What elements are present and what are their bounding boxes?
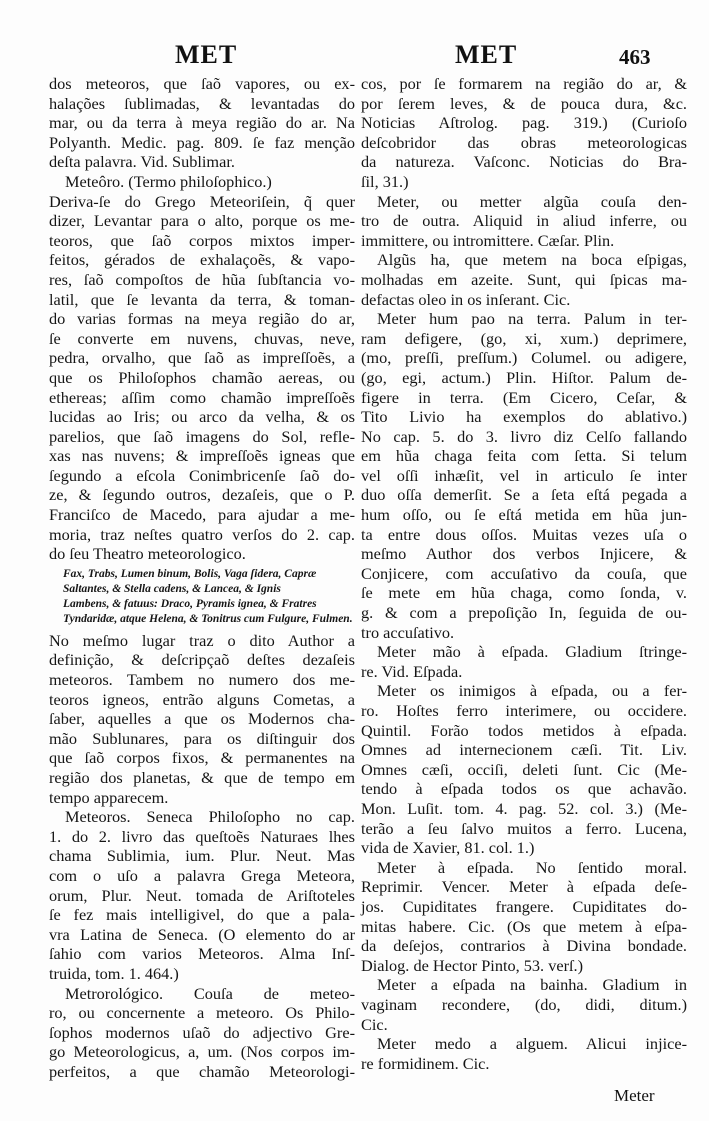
catchword: Meter <box>614 1086 655 1105</box>
text-line: pedra, orvalho, que ſaõ as impreſſoẽs, a <box>49 348 355 368</box>
page-number: 463 <box>619 45 651 69</box>
text-line: ſegundo a eſcola Conimbricenſe ſaõ do- <box>49 465 355 485</box>
text-line: ſophos modernos uſaõ do adjectivo Gre- <box>49 1022 355 1042</box>
text-line: ſaber, aquelles a que os Modernos cha- <box>49 709 355 729</box>
text-line: (go, egi, actum.) Plin. Hiſtor. Palum de- <box>361 367 687 387</box>
text-line: Meter os inimigos à eſpada, ou a fer- <box>377 681 687 701</box>
text-line: com o uſo a palavra Grega Meteora, <box>49 865 355 885</box>
text-line: ſil, 31.) <box>361 171 409 191</box>
text-line: Franciſco de Macedo, para ajudar a me- <box>49 505 355 525</box>
text-line: g. & com a prepoſição In, ſeguida de ou- <box>361 603 687 623</box>
text-line: jos. Cupiditates frangere. Cupiditates do- <box>361 896 687 916</box>
verse-line: Lambens, & fatuus: Draco, Pyramis ignea, & Fratres <box>63 597 317 610</box>
verse-line: Fax, Trabs, Lumen binum, Bolis, Vaga ſidera, Capræ <box>63 567 317 580</box>
text-line: da natureza. Vaſconc. Noticias do Bra- <box>361 152 687 172</box>
text-line: defactas oleo in os inſerant. Cic. <box>361 289 571 309</box>
text-line: região dos planetas, & que de tempo em <box>49 768 355 787</box>
text-line: mar, ou da terra à meya região do ar. Na <box>49 113 355 133</box>
text-line: Reprimir. Vencer. Meter à eſpada deſe- <box>361 877 687 897</box>
text-line: ro. Hoſtes ferro interimere, ou occidere. <box>361 701 687 720</box>
text-line: Meter medo a alguem. Alicui injice- <box>377 1034 687 1054</box>
text-line: Omnes cæſi, occiſi, deleti ſunt. Cic (Me- <box>361 759 687 779</box>
text-line: truida, tom. 1. 464.) <box>49 963 179 983</box>
text-line: Meter mão à eſpada. Gladium ſtringe- <box>377 642 687 662</box>
text-line: Meteoros. Seneca Philoſopho no cap. <box>65 807 355 827</box>
text-line: vida de Xavier, 81. col. 1.) <box>361 838 535 858</box>
text-line: Meter hum pao na terra. Palum in ter- <box>377 309 687 329</box>
text-line: Meter a eſpada na bainha. Gladium in <box>377 975 687 995</box>
text-line: orum, Plur. Neut. tomada de Ariſtoteles <box>49 885 355 905</box>
text-line: latil, que ſe levanta da terra, & toman- <box>49 289 355 309</box>
text-line: Polyanth. Medic. pag. 809. ſe faz menção <box>49 132 355 152</box>
text-line: dos meteoros, que ſaõ vapores, ou ex- <box>49 74 355 93</box>
text-line: teoros, que ſaõ corpos mixtos imper- <box>49 230 355 250</box>
text-line: Tito Livio ha exemplos do ablativo.) <box>361 407 687 427</box>
text-line: por ſerem leves, & de pouca dura, &c. <box>361 93 687 113</box>
text-line: ro, ou concernente a meteoro. Os Philo- <box>49 1003 355 1023</box>
text-line: hum oſſo, ou ſe eſtá metida em hũa jun- <box>361 505 687 525</box>
text-line: halações ſublimadas, & levantadas do <box>49 93 355 113</box>
text-line: deſta palavra. Vid. Sublimar. <box>49 152 235 172</box>
text-line: lucidas ao Iris; ou arco da velha, & os <box>49 407 355 427</box>
text-line: feitos, gérados de exhalaçoẽs, & vapo- <box>49 250 355 270</box>
text-line: Mon. Luſit. tom. 4. pag. 52. col. 3.) (Me- <box>361 798 687 818</box>
text-line: re. Vid. Eſpada. <box>361 661 463 681</box>
text-line: meteoros. Tambem no numero dos me- <box>49 670 355 690</box>
text-line: Meteôro. (Termo philoſophico.) <box>65 171 272 191</box>
text-line: Deriva-ſe do Grego Meteoriſein, q̃ quer <box>49 191 355 211</box>
running-head-left: MET <box>175 40 238 69</box>
text-line: Dialog. de Hector Pinto, 53. verſ.) <box>361 955 584 975</box>
running-head-right: MET <box>455 40 518 69</box>
text-line: tempo apparecem. <box>49 787 169 807</box>
text-line: res, ſaõ compoſtos de hũa ſubſtancia vo- <box>49 269 355 289</box>
right-column <box>361 74 687 1073</box>
text-line: ſahio com varios Meteoros. Alma Inſ- <box>49 944 355 964</box>
verse-line: Saltantes, & Stella cadens, & Lancea, & Ignis <box>63 582 281 595</box>
text-line: Cic. <box>361 1014 388 1034</box>
text-line: perfeitos, a que chamão Meteorologi- <box>49 1061 355 1081</box>
text-line: da deſejos, contrarios à Divina bondade. <box>361 936 687 956</box>
text-line: 1. do 2. livro das queſtoẽs Naturaes lhes <box>49 826 355 846</box>
text-line: definição, & deſcripçaõ deſtes dezaſeis <box>49 650 355 670</box>
text-line: xas nas nuvens; & impreſſoẽs igneas que <box>49 446 355 466</box>
text-line: ze, & ſegundo outros, dezaſeis, que o P. <box>49 485 355 505</box>
text-line: ſe converte em nuvens, chuvas, neve, <box>49 328 355 348</box>
text-line: Conjicere, com accuſativo da couſa, que <box>361 563 687 583</box>
text-line: tro de outra. Aliquid in aliud inferre, ou <box>361 211 687 231</box>
text-line: mitas habere. Cic. (Os que metem à eſpa- <box>361 916 687 936</box>
text-line: moria, traz neſtes quatro verſos do 2. cap. <box>49 524 355 544</box>
text-line: ſe mete em hũa chaga, como ſonda, v. <box>361 583 687 603</box>
text-line: dizer, Levantar para o alto, porque os me- <box>49 211 355 231</box>
text-line: deſcobridor das obras meteorologicas <box>361 132 687 152</box>
text-line: Meter, ou metter algũa couſa den- <box>377 191 687 211</box>
text-line: ta entre dous oſſos. Muitas vezes uſa o <box>361 524 687 544</box>
text-line: No meſmo lugar traz o dito Author a <box>49 630 355 650</box>
text-line: tro accuſativo. <box>361 622 455 642</box>
text-line: mão Sublunares, para os diſtinguir dos <box>49 728 355 748</box>
text-line: ethereas; aſſim como chamão impreſſoẽs <box>49 387 355 407</box>
text-line: que os Philoſophos chamão aereas, ou <box>49 367 355 387</box>
text-line: vaginam recondere, (do, didi, ditum.) <box>361 994 687 1014</box>
text-line: Omnes ad internecionem cæſi. Tit. Liv. <box>361 740 687 760</box>
text-line: do ſeu Theatro meteorologico. <box>49 544 246 564</box>
text-line: ram defigere, (go, xi, xum.) deprimere, <box>361 328 687 348</box>
text-line: ſe fez mais intelligivel, do que a pala- <box>49 905 355 925</box>
text-line: cos, por ſe formarem na região do ar, & <box>361 74 687 93</box>
text-line: molhadas em azeite. Sunt, qui ſpicas ma- <box>361 269 687 289</box>
text-line: tendo à eſpada todos os que achavão. <box>361 779 687 799</box>
text-line: Algũs ha, que metem na boca eſpigas, <box>377 250 687 270</box>
text-line: teoros igneos, entrão alguns Cometas, a <box>49 689 355 709</box>
verse-line: Tyndaridæ, atque Helena, & Tonitrus cum Fulgure, Fulmen. <box>63 612 353 625</box>
text-line: vel oſſi inhæſit, vel in articulo ſe inter <box>361 465 687 485</box>
text-line: re formidinem. Cic. <box>361 1053 490 1073</box>
text-line: chama Sublimia, ium. Plur. Neut. Mas <box>49 846 355 866</box>
text-line: Noticias Aſtrolog. pag. 319.) (Curioſo <box>361 113 687 133</box>
text-line: que ſaõ corpos fixos, & permanentes na <box>49 748 355 768</box>
text-line: terão a ſeu ſalvo muitos a ferro. Lucena, <box>361 818 687 838</box>
text-line: parelios, que ſaõ imagens do Sol, refle- <box>49 426 355 446</box>
text-line: Metrorológico. Couſa de meteo- <box>65 983 355 1003</box>
text-line: No cap. 5. do 3. livro diz Celſo fallando <box>361 426 687 446</box>
text-line: go Meteorologicus, a, um. (Nos corpos im- <box>49 1042 355 1062</box>
text-line: vra Latina de Seneca. (O elemento do ar <box>49 924 355 944</box>
text-line: Quintil. Forão todos metidos à eſpada. <box>361 720 687 740</box>
text-line: figere in terra. (Em Cicero, Ceſar, & <box>361 387 687 407</box>
left-column <box>49 74 355 1082</box>
text-line: duo oſſa demerſit. Se a ſeta eſtá pegada a <box>361 485 687 505</box>
text-line: meſmo Author dos verbos Injicere, & <box>361 544 687 564</box>
text-line: (mo, preſſi, preſſum.) Columel. ou adigere, <box>361 348 687 368</box>
text-line: Meter à eſpada. No ſentido moral. <box>377 857 687 877</box>
text-line: immittere, ou intromittere. Cæſar. Plin. <box>361 230 615 250</box>
text-line: em hũa chaga feita com ſetta. Si telum <box>361 446 687 466</box>
text-line: do varias formas na meya região do ar, <box>49 309 355 329</box>
